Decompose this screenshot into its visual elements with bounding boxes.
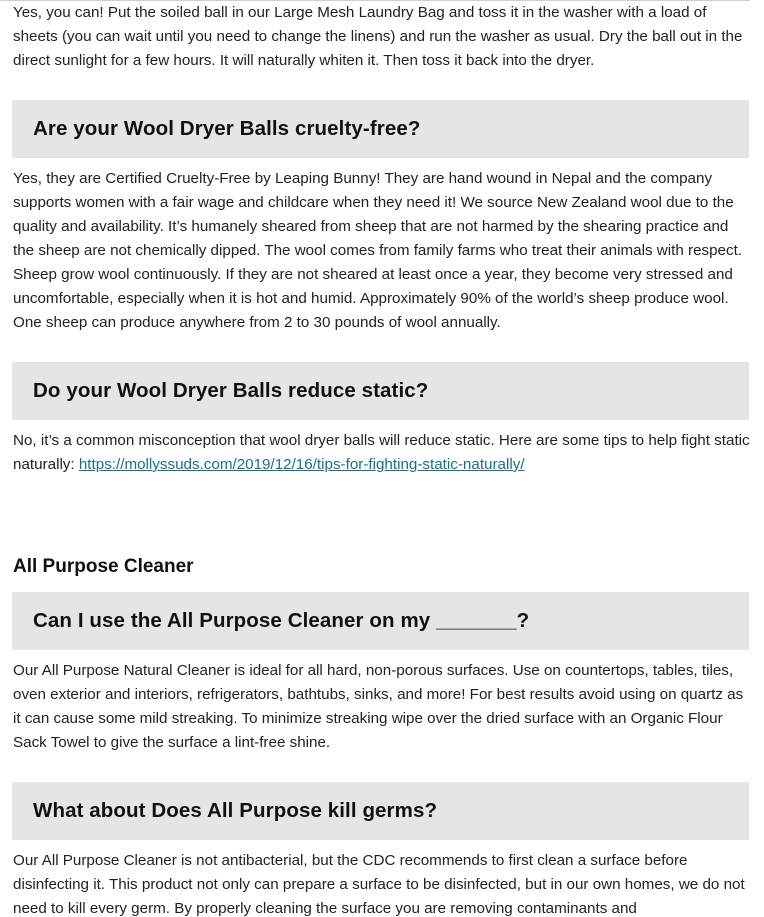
faq-question-all-purpose-use[interactable] [12,592,749,650]
germs-answer: Our All Purpose Cleaner is not antibacterial, but the CDC recommends to first clean a surface before disinfecting it. This product not only can prepare a surface to be disinfected, but in our own homes, we do not need to kill every germ. By properly cleaning the surface you are removing contaminants and [13,852,745,917]
static-tips-link[interactable]: https://mollyssuds.com/2019/12/16/tips-for-fighting-static-naturally/ [78,456,525,473]
faq-question-cruelty-free[interactable] [12,100,749,158]
section-title-all-purpose: All Purpose Cleaner [13,556,194,577]
faq-question-title: Do your Wool Dryer Balls reduce static? [33,379,429,402]
faq-question-germs[interactable] [12,782,749,840]
cruelty-free-answer: Yes, they are Certified Cruelty-Free by Leaping Bunny! They are hand wound in Nepal and the company supports women with a fair wage and childcare when they need it! We source New Zealand wool due to the quality and availability. It’s humanely sheared from sheep that are not harmed by the shearing practice and the sheep are not chemically dipped. The wool comes from family farms who treat their animals with respect. Sheep grow wool continuously. If they are not sheared at least once a year, they become very stressed and uncomfortable, especially when it is hot and humid. Approximately 90% of the world’s sheep produce wool. One sheep can produce anywhere from 2 to 30 pounds of wool annually. [13,170,743,331]
faq-question-title: Are your Wool Dryer Balls cruelty-free? [33,117,421,140]
all-purpose-use-answer: Our All Purpose Natural Cleaner is ideal for all hard, non-porous surfaces. Use on countertops, tables, tiles, oven exterior and interiors, refrigerators, bathtubs, sinks, and more! For best results avoid using on quartz as it can cause some mild streaking. To minimize streaking wipe over the dried surface with an Organic Flour Sack Towel to give the surface a lint-free shine. [13,662,744,751]
faq-question-title: Can I use the All Purpose Cleaner on my _______? [33,609,530,632]
laundry-answer: Yes, you can! Put the soiled ball in our Large Mesh Laundry Bag and toss it in the washer with a load of sheets (you can wait until you need to change the linens) and run the washer as usual. Dry the ball out in the direct sunlight for a few hours. It will naturally whiten it. Then toss it back into the dryer. [13,4,743,69]
faq-question-title: What about Does All Purpose kill germs? [33,799,438,822]
static-answer [0,429,764,477]
static-answer-text: No, it’s a common misconception that wool dryer balls will reduce static. Here are some tips to help fight static naturally: [13,432,750,473]
faq-question-static[interactable] [12,362,749,420]
